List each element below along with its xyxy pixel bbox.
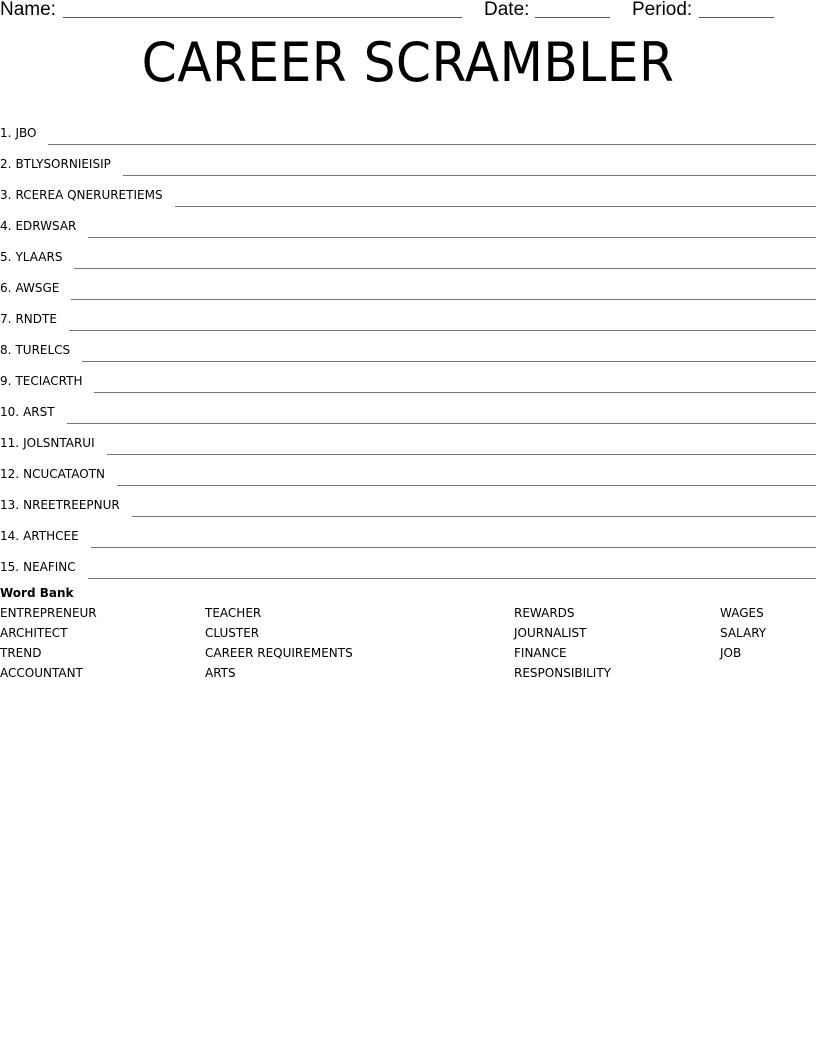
date-field[interactable] <box>535 17 610 18</box>
word-bank-item: ACCOUNTANT <box>0 666 83 680</box>
scrambled-word: NEAFINC <box>23 560 76 574</box>
word-bank-item: ENTREPRENEUR <box>0 606 97 620</box>
answer-line[interactable] <box>91 547 816 548</box>
puzzle-list <box>0 110 816 575</box>
puzzle-row <box>0 203 816 234</box>
puzzle-number: 2. <box>0 157 12 171</box>
scrambled-word: BTLYSORNIEISIP <box>15 157 111 171</box>
word-bank-grid <box>0 603 816 683</box>
scrambled-word: TECIACRTH <box>15 374 83 388</box>
word-bank-title: Word Bank <box>0 586 74 600</box>
puzzle-number: 14. <box>0 529 20 543</box>
answer-line[interactable] <box>48 144 816 145</box>
word-bank-item: CAREER REQUIREMENTS <box>205 646 353 660</box>
answer-line[interactable] <box>69 330 816 331</box>
answer-line[interactable] <box>123 175 816 176</box>
word-bank-column <box>205 603 353 683</box>
date-label: Date: <box>484 0 530 20</box>
word-bank-item: JOURNALIST <box>514 626 587 640</box>
word-bank-item: SALARY <box>720 626 767 640</box>
word-bank-item: REWARDS <box>514 606 575 620</box>
puzzle-row <box>0 544 816 575</box>
puzzle-row <box>0 513 816 544</box>
word-bank-column <box>720 603 766 663</box>
puzzle-row <box>0 265 816 296</box>
word-bank-item: WAGES <box>720 606 764 620</box>
scrambled-word: RNDTE <box>15 312 57 326</box>
word-bank-item: TREND <box>0 646 42 660</box>
puzzle-number: 8. <box>0 343 12 357</box>
answer-line[interactable] <box>88 578 816 579</box>
puzzle-row <box>0 296 816 327</box>
puzzle-number: 15. <box>0 560 20 574</box>
name-label: Name: <box>0 0 56 20</box>
answer-line[interactable] <box>117 485 816 486</box>
puzzle-number: 7. <box>0 312 12 326</box>
puzzle-number: 13. <box>0 498 20 512</box>
answer-line[interactable] <box>107 454 816 455</box>
scrambled-word: NCUCATAOTN <box>23 467 106 481</box>
puzzle-number: 1. <box>0 126 12 140</box>
answer-line[interactable] <box>71 299 816 300</box>
scrambled-word: EDRWSAR <box>15 219 77 233</box>
answer-line[interactable] <box>132 516 816 517</box>
answer-line[interactable] <box>82 361 816 362</box>
word-bank-column <box>514 603 611 683</box>
puzzle-row <box>0 141 816 172</box>
puzzle-row <box>0 172 816 203</box>
period-label: Period: <box>632 0 693 20</box>
name-field[interactable] <box>63 17 462 18</box>
puzzle-row <box>0 327 816 358</box>
answer-line[interactable] <box>88 237 816 238</box>
word-bank-item: RESPONSIBILITY <box>514 666 612 680</box>
word-bank <box>0 584 816 683</box>
puzzle-row <box>0 389 816 420</box>
scrambled-word: ARST <box>23 405 55 419</box>
puzzle-number: 9. <box>0 374 12 388</box>
page-title: CAREER SCRAMBLER <box>141 31 675 94</box>
scrambled-word: ARTHCEE <box>23 529 79 543</box>
scrambled-word: AWSGE <box>15 281 60 295</box>
period-field[interactable] <box>699 17 774 18</box>
scrambled-word: JOLSNTARUI <box>23 436 95 450</box>
puzzle-row <box>0 451 816 482</box>
puzzle-row <box>0 420 816 451</box>
answer-line[interactable] <box>175 206 816 207</box>
puzzle-number: 4. <box>0 219 12 233</box>
puzzle-number: 12. <box>0 467 20 481</box>
puzzle-number: 6. <box>0 281 12 295</box>
puzzle-row <box>0 482 816 513</box>
puzzle-number: 3. <box>0 188 12 202</box>
scrambled-word: JBO <box>15 126 37 140</box>
word-bank-item: ARCHITECT <box>0 626 68 640</box>
scrambled-word: YLAARS <box>15 250 63 264</box>
word-bank-item: TEACHER <box>205 606 262 620</box>
word-bank-item: JOB <box>720 646 742 660</box>
puzzle-row <box>0 234 816 265</box>
word-bank-item: FINANCE <box>514 646 567 660</box>
scrambled-word: RCEREA QNERURETIEMS <box>15 188 163 202</box>
word-bank-column <box>0 603 97 683</box>
puzzle-row <box>0 110 816 141</box>
header <box>0 0 816 22</box>
puzzle-number: 11. <box>0 436 20 450</box>
puzzle-row <box>0 358 816 389</box>
puzzle-number: 5. <box>0 250 12 264</box>
answer-line[interactable] <box>94 392 816 393</box>
scrambled-word: TURELCS <box>15 343 71 357</box>
answer-line[interactable] <box>74 268 816 269</box>
puzzle-number: 10. <box>0 405 20 419</box>
word-bank-item: ARTS <box>205 666 236 680</box>
answer-line[interactable] <box>67 423 816 424</box>
word-bank-item: CLUSTER <box>205 626 260 640</box>
scrambled-word: NREETREEPNUR <box>23 498 120 512</box>
